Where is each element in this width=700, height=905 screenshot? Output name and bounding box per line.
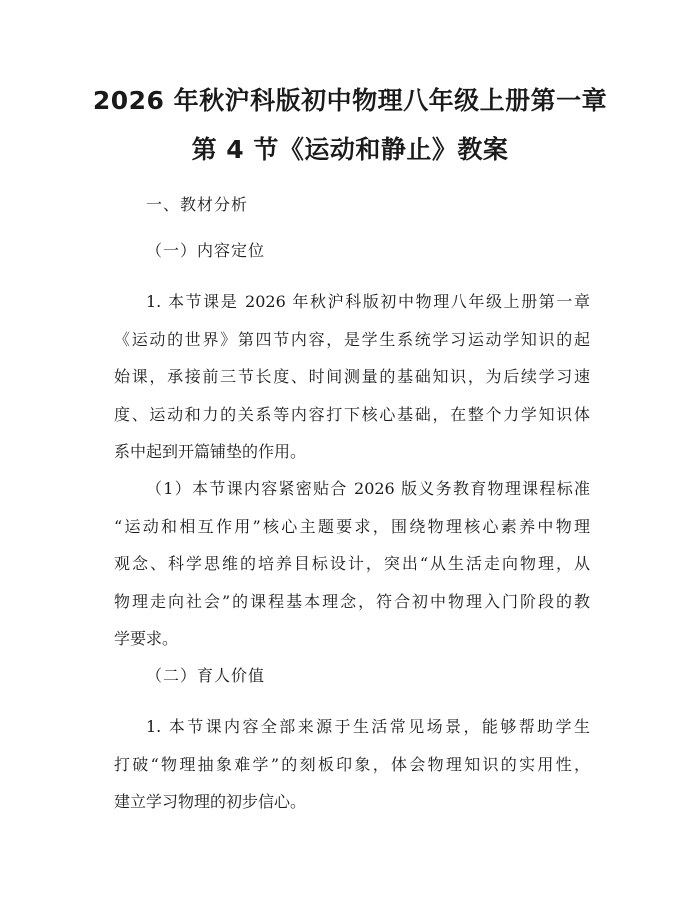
paragraph-content-positioning xyxy=(114,283,590,471)
paragraph-line: 打破“物理抽象难学”的刻板印象，体会物理知识的实用性， xyxy=(114,754,590,774)
paragraph-line: 始课，承接前三节长度、时间测量的基础知识，为后续学习速 xyxy=(114,367,590,386)
paragraph-curriculum-standard xyxy=(114,470,590,658)
paragraph-line: （1）本节课内容紧密贴合 2026 版义务教育物理课程标准 xyxy=(146,479,590,498)
subsection-heading-content-positioning: （一）内容定位 xyxy=(146,241,266,260)
paragraph-line: 建立学习物理的初步信心。 xyxy=(114,792,307,811)
document-title-line-1: 2026 年秋沪科版初中物理八年级上册第一章 xyxy=(92,86,608,115)
paragraph-line: 系中起到开篇铺垫的作用。 xyxy=(114,442,307,461)
section-heading-textbook-analysis: 一、教材分析 xyxy=(146,195,249,214)
paragraph-line: 《运动的世界》第四节内容，是学生系统学习运动学知识的起 xyxy=(114,329,590,349)
paragraph-line: 观念、科学思维的培养目标设计，突出“从生活走向物理，从 xyxy=(114,554,590,573)
paragraph-line: 1. 本节课是 2026 年秋沪科版初中物理八年级上册第一章 xyxy=(146,292,590,311)
paragraph-line: 1. 本节课内容全部来源于生活常见场景，能够帮助学生 xyxy=(146,717,590,736)
paragraph-line: 物理走向社会”的课程基本理念，符合初中物理入门阶段的教 xyxy=(114,591,590,611)
paragraph-line: 度、运动和力的关系等内容打下核心基础，在整个力学知识体 xyxy=(114,404,590,424)
paragraph-line: “运动和相互作用”核心主题要求，围绕物理核心素养中物理 xyxy=(114,516,590,536)
paragraph-educational-value xyxy=(114,708,590,821)
document-title-line-2: 第 4 节《运动和静止》教案 xyxy=(191,135,509,164)
subsection-heading-educational-value: （二）育人价值 xyxy=(146,666,266,685)
paragraph-line: 学要求。 xyxy=(114,629,179,648)
